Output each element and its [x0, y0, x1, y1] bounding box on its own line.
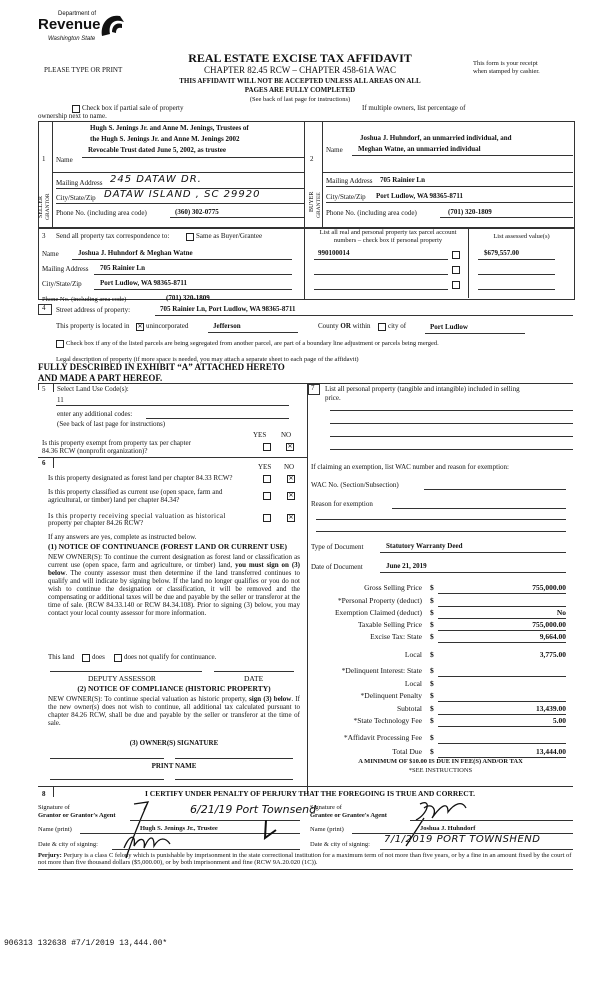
personal-property-checkbox[interactable] [452, 281, 460, 289]
fee-label: *Affidavit Processing Fee [343, 733, 422, 742]
legal-description-label: Legal description of property (if more space is needed, you may attach a separate sheet to each page of the affidavit) [56, 356, 359, 363]
fee-line [438, 618, 566, 619]
does-qualify-checkbox[interactable] [82, 654, 90, 662]
corr-phone-label: Phone No. (including area code) [42, 296, 127, 303]
owner-signature-line[interactable] [50, 758, 164, 759]
current-use-question-2: agricultural, or timber) land per chapter 84.34? [48, 496, 180, 504]
fee-label: *State Technology Fee [353, 716, 422, 725]
grantor-signature-label-2: Grantor or Grantor's Agent [38, 812, 116, 819]
fee-label: Total Due [392, 747, 422, 756]
fee-label: Subtotal [396, 704, 422, 713]
currency-symbol: $ [430, 716, 434, 725]
yes-header: YES [253, 431, 267, 439]
grantor-name-value[interactable]: Hugh S. Jenings Jr., Trustee [140, 825, 218, 832]
no-header: NO [281, 431, 292, 439]
county-or-within-label: County OR within [318, 322, 371, 330]
notice-compliance-text: NEW OWNER(S): To continue special valuation as historic property, sign (3) below. If the new owner(s) does not wish to continue, all additional tax calculated pursuant to chapter 84.26 RCW, shall be due and payable by the seller or transferor at the time of sale. [48, 695, 300, 728]
parcel-header: List all real and personal property tax parcel account [319, 229, 457, 236]
please-type-label: PLEASE TYPE OR PRINT [44, 66, 123, 74]
document-date-label: Date of Document [311, 563, 363, 571]
date-label: DATE [244, 674, 264, 683]
corr-name-label: Name [42, 250, 59, 258]
section-number: 6 [42, 459, 46, 467]
buyer-phone-label: Phone No. (including area code) [326, 209, 417, 217]
grantor-side-label: GRANTOR [45, 193, 51, 220]
grantee-date-value[interactable]: 7/1/2019 PORT TOWNSHEND [384, 834, 541, 845]
exempt-question: Is this property exempt from property tax per chapter [42, 439, 191, 447]
buyer-mailing-value[interactable]: 705 Rainier Ln [380, 176, 425, 184]
warning-line-1: THIS AFFIDAVIT WILL NOT BE ACCEPTED UNLESS ALL AREAS ON ALL [179, 77, 421, 85]
corr-mailing-label: Mailing Address [42, 265, 89, 273]
if-yes-note: If any answers are yes, complete as instructed below. [48, 533, 197, 541]
form-title: REAL ESTATE EXCISE TAX AFFIDAVIT [188, 51, 412, 65]
wac-label: WAC No. (Section/Subsection) [311, 481, 399, 489]
grantor-signature-date-note[interactable]: 6/21/19 Port Townsend [190, 803, 317, 816]
fee-label: Excise Tax: State [370, 632, 422, 641]
this-land-label: This land [48, 653, 75, 661]
exemption-label: If claiming an exemption, list WAC number and reason for exemption: [311, 463, 509, 471]
fee-value[interactable]: 755,000.00 [532, 620, 566, 629]
assessed-value[interactable]: $679,557.00 [484, 249, 519, 257]
segregated-checkbox[interactable] [56, 340, 64, 348]
corr-name-value[interactable]: Joshua J. Huhndorf & Meghan Watne [78, 249, 193, 257]
street-label: Street address of property: [56, 306, 131, 314]
currency-symbol: $ [430, 679, 434, 688]
within-city-checkbox[interactable] [378, 323, 386, 331]
seller-name-line[interactable]: Revocable Trust dated June 5, 2002, as trustee [88, 146, 226, 154]
land-use-code[interactable]: 11 [57, 396, 64, 404]
fee-line [438, 676, 566, 677]
seller-name-line: the Hugh S. Jenings Jr. and Anne M. Jenings 2002 [90, 135, 240, 143]
parcel-header-2: numbers – check box if personal property [333, 237, 443, 244]
located-label: This property is located in [56, 322, 130, 330]
buyer-phone-value[interactable]: (701) 320-1809 [448, 208, 492, 216]
reason-input[interactable] [392, 508, 566, 509]
notice-continuance-text: NEW OWNER(S): To continue the current designation as forest land or classification as current use (open space, farm and agriculture, or timber) land, you must sign on (3) below. The county assessor must then determine if the land transferred continues to qualify and will indicate by signing below. If the land no longer qualifies or you do not wish to continue the designation or classification, it will be removed and the compensating or additional taxes will be due and payable by the seller or transferor at the time of sale. (RCW 84.33.140 or RCW 84.34.108). Prior to signing (3) below, you may contact your local county assessor for more information. [48, 553, 300, 618]
historical-yes-checkbox[interactable] [263, 514, 271, 522]
excise-tax-affidavit-page: Department of Revenue Washington State PLEASE TYPE OR PRINT REAL ESTATE EXCISE TAX AFFIDAVIT CHAPTER 82.45 RCW – CHAPTER 458-61A WAC THIS AFFIDAVIT WILL NOT BE ACCEPTED UNLESS ALL AREAS ON ALL PAGES ARE FULLY COMPLETED (See back of last page for instructions) This form is your receipt when stamped by cashier. Check box if partial sale of property If multiple owners, list percentage of ownership next to name. 1 SELLER GRANTOR Name Hugh S. Jenings Jr. and Anne M. Jenings, Trustees of the Hugh S. Jenings Jr. and Anne M. Jenings 2002 Revocable Trust dated June 5, 2002, as trustee Mailing Address 245 DATAW DR. City/State/Zip DATAW ISLAND , SC 29920 Phone No. (including area code) (360) 302-0775 2 BUYER GRANTEE Name Joshua J. Huhndorf, an unmarried individual, and Meghan Watne, an unmarried individual Mailing Address 705 Rainier Ln City/State/Zip Port Ludlow, WA 98365-8711 Phone No. (including area code) (701) 320-1809 3 Send all property tax correspondence to: Same as Buyer/Grantee Name Joshua J. Huhndorf & Meghan Watne Mailing Address 705 Rainier Ln City/State/Zip Port Ludlow, WA 98365-8711 Phone No. (including area code) (701) 320-1809 List all real and personal property tax parcel account numbers – check box if personal property List assessed value(s) 990100014 $679,557.00 4 Street address of property: 705 Rainier Ln, Port Ludlow, WA 98365-8711 This property is located in ✕ unincorporated Jefferson County OR within city of Port Ludlow Check box if any of the listed parcels are being segregated from another parcel, are part of a boundary line adjustment or parcels being merged. Legal description of property (if more space is needed, you may attach a separate sheet to each page of the affidavit) FULLY DESCRIBED IN EXHIBIT “A” ATTACHED HERETO AND MADE A PART HEREOF. 5 Select Land Use Code(s): 11 enter any additional codes: (See back of last page for instructions) YES NO Is this property exempt from property tax per chapter 84.36 RCW (nonprofit organization)? ✕ 6 YES NO Is this property designated as forest land per chapter 84.33 RCW? ✕ Is this property classified as current use (open space, farm and agricultural, or timber) land per chapter 84.34? ✕ Is this property receiving special valuation as historical property per chapter 84.26 RCW? ✕ If any answers are yes, complete as instructed below. (1) NOTICE OF CONTINUANCE (FOREST LAND OR CURRENT USE) NEW OWNER(S): To continue the current designation as forest land or classification as current use (open space, farm and agriculture, or timber) land, you must sign on (3) below. The county assessor must then determine if the land transferred continues to qualify and will indicate by signing below. If the land no longer qualifies or you do not wish to continue the designation or classification, it will be removed and the compensating or additional taxes will be due and payable by the seller or transferor at the time of sale. (RCW 84.33.140 or RCW 84.34.108). Prior to signing (3) below, you may contact your local county assessor for more information. This land does does not qualify for continuance. DEPUTY ASSESSOR DATE (2) NOTICE OF COMPLIANCE (HISTORIC PROPERTY) NEW OWNER(S): To continue special valuation as historic property, sign (3) below. If the new owner(s) does not wish to continue, all additional tax calculated pursuant to chapter 84.26 RCW, shall be due and payable by the seller or transferor at the time of sale. (3) OWNER(S) SIGNATURE PRINT NAME 7 List all personal property (tangible and intangible) included in selling price. If claiming an exemption, list WAC number and reason for exemption: WAC No. (Section/Subsection) Reason for exemption Type of Document Statutory Warranty Deed Date of Document June 21, 2019 Gross Selling Price $ 755,000.00 *Personal Property (deduct) $ Exemption Claimed (deduct) $ No Taxable Selling Price $ 755,000.00 Excise Tax: State $ 9,664.00 Local $ 3,775.00 *Delinquent Interest: State $ Local $ *Delinquent Penalty $ Subtotal $ 13,439.00 *State Technology Fee $ 5.00 *Affidavit Processing Fee $ Total Due $ 13,444.00 A MINIMUM OF $10.00 IS DUE IN FEE(S) AND/OR TAX *SEE INSTRUCTIONS 8 I CERTIFY UNDER PENALTY OF PERJURY THAT THE FOREGOING IS TRUE AND CORRECT. Signature of Grantor or Grantor's Agent 6/21/19 Port Townsend Name (print) Hugh S. Jenings Jr., Trustee Date & city of signing: Signature of Grantee or Grantee's Agent Name (print) Joshua J. Huhndorf Date & city of signing: 7/1/2019 PORT TOWNSHEND Perjury: Perjury is a class C felony which is punishable by imprisonment in the state correctional institution for a maximum term of not more than five years, or by a fine in an amount fixed by the court of not more than five thousand dollars ($5,000.00), or by both imprisonment and fine (RCW 9A.20.020 (1C)). 906313 132638 #7/1/2019 13,444.00* [0, 0, 600, 984]
exempt-no-checkbox[interactable] [286, 443, 294, 451]
reason-label: Reason for exemption [311, 500, 373, 508]
street-value[interactable]: 705 Rainier Ln, Port Ludlow, WA 98365-8711 [160, 305, 296, 313]
deputy-assessor-label: DEPUTY ASSESSOR [88, 674, 156, 683]
fee-label: Gross Selling Price [364, 583, 422, 592]
receipt-note-2: when stamped by cashier. [473, 68, 540, 75]
currency-symbol: $ [430, 608, 434, 617]
corr-phone-value[interactable]: (701) 320-1809 [166, 294, 210, 302]
grantor-date-label: Date & city of signing: [38, 841, 98, 848]
same-as-buyer-label: Same as Buyer/Grantee [196, 232, 263, 240]
seller-mailing-label: Mailing Address [56, 179, 103, 187]
document-type-label: Type of Document [311, 543, 364, 551]
warning-line-2: PAGES ARE FULLY COMPLETED [244, 86, 356, 94]
fee-line [438, 701, 566, 702]
see-instructions-note: *SEE INSTRUCTIONS [408, 767, 473, 774]
notice-compliance-title: (2) NOTICE OF COMPLIANCE (HISTORIC PROPERTY) [77, 684, 271, 693]
forest-no-checkbox[interactable] [287, 475, 295, 483]
unincorporated-label: unincorporated [146, 322, 189, 330]
see-back-note: (See back of last page for instructions) [57, 420, 166, 428]
exempt-question-2: 84.36 RCW (nonprofit organization)? [42, 447, 148, 455]
assessed-header: List assessed value(s) [493, 233, 550, 240]
personal-property-line[interactable] [330, 449, 573, 450]
currency-symbol: $ [430, 620, 434, 629]
fee-value[interactable]: 13,439.00 [536, 704, 566, 713]
section-number: 3 [42, 232, 46, 240]
initial-mark [260, 818, 280, 842]
section-number: 5 [42, 385, 46, 393]
seller-name-label: Name [56, 156, 73, 164]
partial-sale-label: Check box if partial sale of property [82, 104, 184, 112]
fee-line [438, 642, 566, 643]
city-value[interactable]: Port Ludlow [430, 323, 468, 331]
personal-property-label-2: price. [325, 394, 341, 402]
fee-label: Taxable Selling Price [357, 620, 422, 629]
fee-label: *Personal Property (deduct) [337, 596, 422, 605]
receipt-note-1: This form is your receipt [473, 60, 538, 67]
fee-value[interactable]: 9,664.00 [539, 632, 566, 641]
historical-question-2: property per chapter 84.26 RCW? [48, 519, 144, 527]
fee-value[interactable]: 755,000.00 [532, 583, 566, 592]
seller-side-label: SELLER [38, 196, 44, 218]
ownership-next-label: ownership next to name. [38, 112, 107, 120]
fee-line [438, 714, 566, 715]
historical-no-checkbox[interactable] [287, 514, 295, 522]
county-value[interactable]: Jefferson [213, 322, 241, 330]
corr-city-label: City/State/Zip [42, 280, 82, 288]
parcel-number[interactable]: 990100014 [318, 249, 350, 257]
additional-codes-label: enter any additional codes: [57, 410, 133, 418]
currency-symbol: $ [430, 704, 434, 713]
grantee-signature-label-2: Grantee or Grantee's Agent [310, 812, 387, 819]
print-name-line[interactable] [175, 779, 293, 780]
fee-label: Local [404, 679, 422, 688]
fee-line [438, 726, 566, 727]
currency-symbol: $ [430, 650, 434, 659]
land-use-label: Select Land Use Code(s): [57, 385, 129, 393]
buyer-side-label: BUYER [309, 191, 315, 212]
grantor-name-label: Name (print) [38, 826, 72, 833]
document-date-value[interactable]: June 21, 2019 [386, 562, 427, 570]
fee-line [438, 630, 566, 631]
print-name-line[interactable] [50, 779, 164, 780]
seller-phone-value[interactable]: (360) 302-0775 [175, 208, 219, 216]
fee-label: Exemption Claimed (deduct) [334, 608, 422, 617]
does-not-qualify-checkbox[interactable] [114, 654, 122, 662]
buyer-name-line: Joshua J. Huhndorf, an unmarried individual, and [360, 134, 512, 142]
personal-property-line[interactable] [330, 410, 573, 411]
personal-property-label: List all personal property (tangible and intangible) included in selling [325, 385, 520, 393]
personal-property-checkbox[interactable] [452, 266, 460, 274]
legal-description-line[interactable]: FULLY DESCRIBED IN EXHIBIT “A” ATTACHED HERETO [38, 362, 285, 372]
current-use-yes-checkbox[interactable] [263, 492, 271, 500]
grantee-date-label: Date & city of signing: [310, 841, 370, 848]
no-header: NO [284, 463, 295, 471]
seller-phone-label: Phone No. (including area code) [56, 209, 147, 217]
document-type-value[interactable]: Statutory Warranty Deed [386, 542, 463, 550]
grantee-signature-label: Signature of [310, 804, 342, 811]
fee-value[interactable]: 3,775.00 [539, 650, 566, 659]
forest-land-question: Is this property designated as forest land per chapter 84.33 RCW? [48, 474, 233, 482]
historical-question: Is this property receiving special valuation as historical [48, 512, 226, 520]
buyer-name-label: Name [326, 146, 343, 154]
notice-continuance-title: (1) NOTICE OF CONTINUANCE (FOREST LAND OR CURRENT USE) [48, 542, 288, 551]
chapter-line: CHAPTER 82.45 RCW – CHAPTER 458-61A WAC [204, 65, 396, 75]
fee-value[interactable]: No [556, 608, 566, 617]
section-number: 2 [310, 155, 314, 163]
unincorporated-checkbox[interactable] [136, 323, 144, 331]
segregated-label: Check box if any of the listed parcels are being segregated from another parcel, are part of a boundary line adjustment or parcels being merged. [66, 340, 439, 347]
section-number: 4 [42, 304, 46, 312]
currency-symbol: $ [430, 691, 434, 700]
section-number: 7 [311, 384, 315, 392]
does-not-label: does not qualify for continuance. [124, 653, 217, 661]
seller-city-label: City/State/Zip [56, 194, 96, 202]
correspondence-label: Send all property tax correspondence to: [56, 232, 170, 240]
currency-symbol: $ [430, 632, 434, 641]
section-number: 8 [42, 790, 46, 798]
section-number: 1 [42, 155, 46, 163]
seller-name-line: Hugh S. Jenings Jr. and Anne M. Jenings, Trustees of [90, 124, 249, 132]
personal-property-checkbox[interactable] [452, 251, 460, 259]
buyer-mailing-label: Mailing Address [326, 177, 373, 185]
currency-symbol: $ [430, 747, 434, 756]
currency-symbol: $ [430, 733, 434, 742]
fee-line [438, 743, 566, 744]
see-back-note: (See back of last page for instructions) [249, 96, 351, 103]
fee-label: *Delinquent Penalty [360, 691, 422, 700]
owner-signature-line[interactable] [175, 758, 293, 759]
corr-mailing-value[interactable]: 705 Rainier Ln [100, 264, 145, 272]
currency-symbol: $ [430, 666, 434, 675]
perjury-note: Perjury: Perjury is a class C felony which is punishable by imprisonment in the state correctional institution for a maximum term of not more than five years, or by a fine in an amount fixed by the court of not more than five thousand dollars ($5,000.00), or by both imprisonment and fine (RCW 9A.20.020 (1C)). [38, 852, 572, 867]
cashier-stamp: 906313 132638 #7/1/2019 13,444.00* [4, 939, 168, 948]
legal-description-line[interactable]: AND MADE A PART HEREOF. [38, 373, 163, 383]
currency-symbol: $ [430, 596, 434, 605]
does-label: does [92, 653, 105, 661]
fee-value[interactable]: 5.00 [552, 716, 566, 725]
corr-city-value[interactable]: Port Ludlow, WA 98365-8711 [100, 279, 187, 287]
buyer-city-value[interactable]: Port Ludlow, WA 98365-8711 [376, 192, 463, 200]
same-as-buyer-checkbox[interactable] [186, 233, 194, 241]
fee-label: Local [404, 650, 422, 659]
certify-statement: I CERTIFY UNDER PENALTY OF PERJURY THAT THE FOREGOING IS TRUE AND CORRECT. [144, 789, 475, 798]
exempt-yes-checkbox[interactable] [263, 443, 271, 451]
yes-header: YES [258, 463, 272, 471]
personal-property-line[interactable] [330, 423, 573, 424]
buyer-name-line[interactable]: Meghan Watne, an unmarried individual [358, 145, 481, 153]
city-of-label: city of [388, 322, 407, 330]
grantor-signature-label: Signature of [38, 804, 70, 811]
additional-codes-input[interactable] [146, 418, 289, 419]
personal-property-line[interactable] [330, 436, 573, 437]
owner-signature-label: (3) OWNER(S) SIGNATURE [129, 739, 219, 747]
print-name-label: PRINT NAME [151, 762, 197, 770]
grantee-name-label: Name (print) [310, 826, 344, 833]
seller-mailing-value[interactable]: 245 DATAW DR. [110, 174, 202, 185]
multiple-owners-label: If multiple owners, list percentage of [362, 104, 466, 112]
current-use-question: Is this property classified as current use (open space, farm and [48, 488, 223, 496]
grantee-name-value[interactable]: Joshua J. Huhndorf [420, 825, 476, 832]
fee-value[interactable]: 13,444.00 [536, 747, 566, 756]
minimum-due-note: A MINIMUM OF $10.00 IS DUE IN FEE(S) AND/OR TAX [358, 758, 523, 765]
current-use-no-checkbox[interactable] [287, 492, 295, 500]
seller-city-value[interactable]: DATAW ISLAND , SC 29920 [104, 189, 261, 200]
dor-logo-icon [98, 12, 126, 38]
buyer-city-label: City/State/Zip [326, 193, 366, 201]
fee-line [438, 593, 566, 594]
currency-symbol: $ [430, 583, 434, 592]
wac-input[interactable] [424, 489, 566, 490]
fee-line [438, 606, 566, 607]
forest-yes-checkbox[interactable] [263, 475, 271, 483]
grantee-side-label: GRANTEE [316, 192, 322, 218]
fee-label: *Delinquent Interest: State [341, 666, 422, 675]
